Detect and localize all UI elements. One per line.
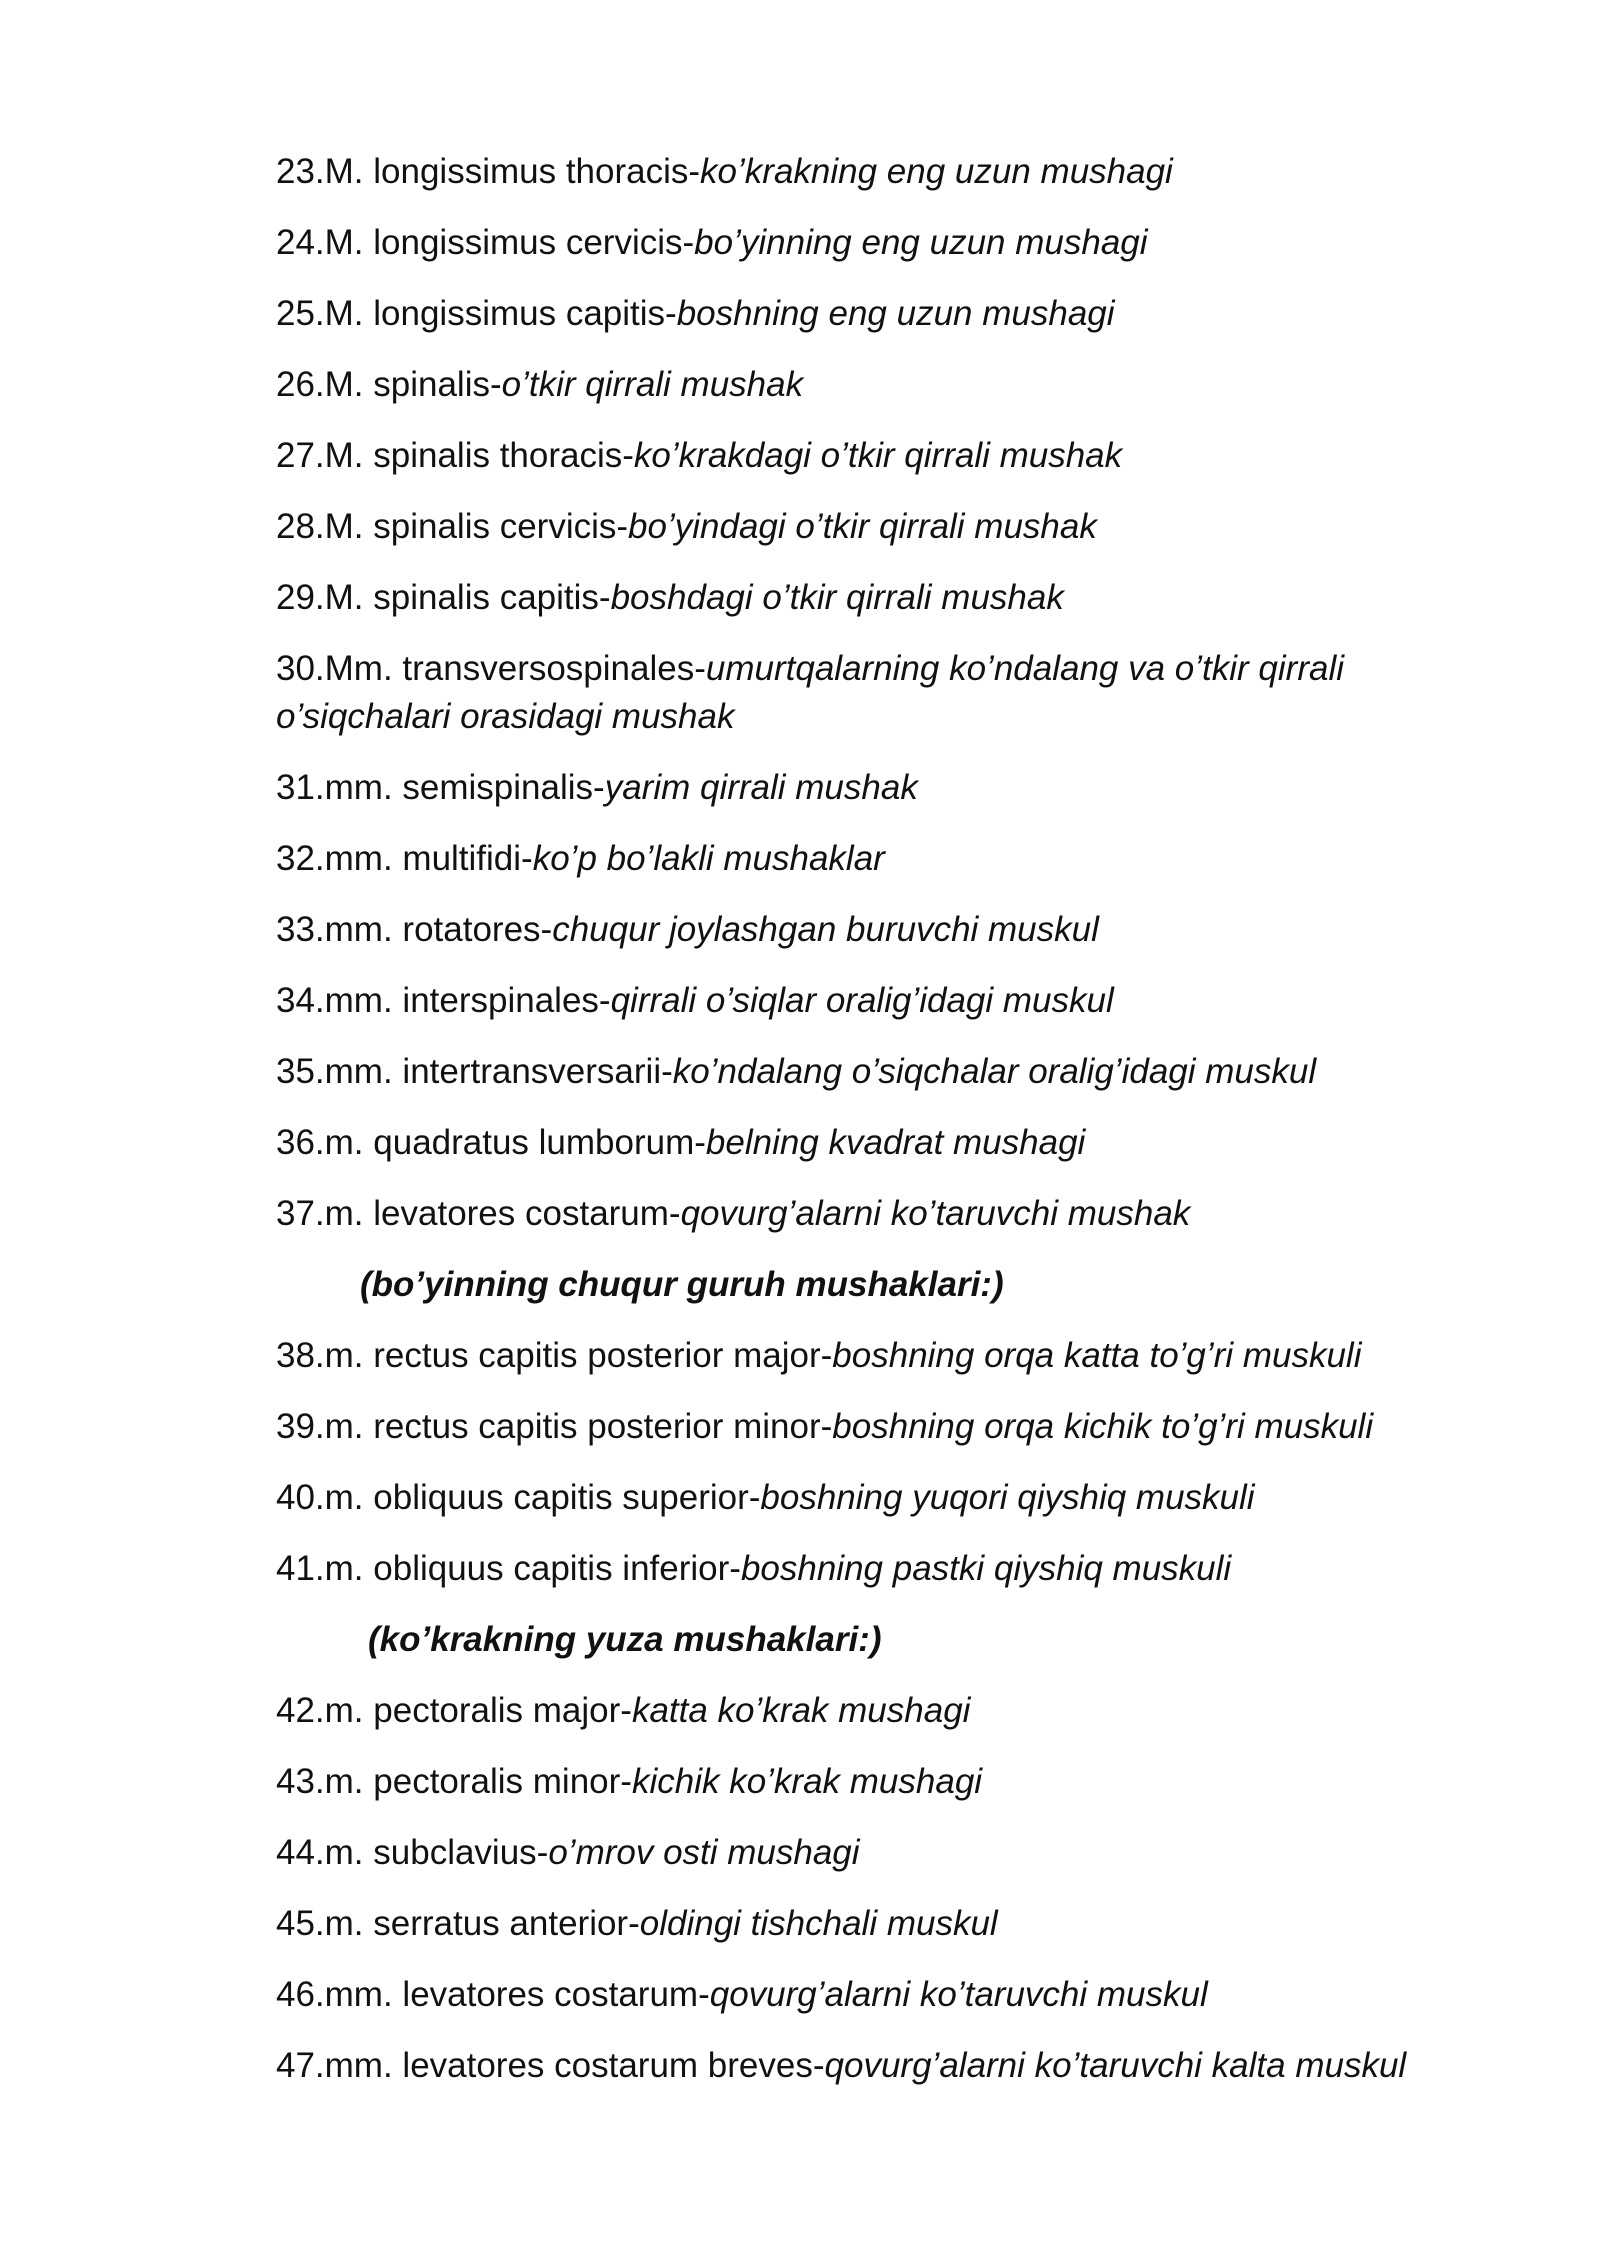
item-number: 31. <box>276 768 325 807</box>
list-item <box>276 1829 1456 1877</box>
latin-term: Mm. transversospinales- <box>324 649 706 688</box>
list-item <box>276 1687 1456 1735</box>
latin-term: m. subclavius- <box>324 1833 549 1872</box>
latin-term: M. spinalis cervicis- <box>324 507 629 546</box>
item-number: 36. <box>276 1123 325 1162</box>
uzbek-translation: ko’p bo’lakli mushaklar <box>532 839 885 878</box>
latin-term: mm. levatores costarum breves- <box>324 2046 825 2085</box>
uzbek-translation: katta ko’krak mushagi <box>631 1691 971 1730</box>
list-item <box>276 764 1456 812</box>
latin-term: mm. intertransversarii- <box>324 1052 673 1091</box>
latin-term: mm. multifidi- <box>324 839 533 878</box>
latin-term: mm. semispinalis- <box>324 768 605 807</box>
latin-term: m. pectoralis minor- <box>324 1762 632 1801</box>
item-number: 29. <box>276 578 325 617</box>
uzbek-translation: ko’krakning eng uzun mushagi <box>700 152 1173 191</box>
list-item <box>276 2042 1456 2090</box>
latin-term: m. levatores costarum- <box>324 1194 681 1233</box>
list-item <box>276 503 1456 551</box>
list-item <box>276 1971 1456 2019</box>
list-item <box>276 432 1456 480</box>
list-item <box>276 219 1456 267</box>
item-number: 44. <box>276 1833 325 1872</box>
uzbek-translation: kichik ko’krak mushagi <box>631 1762 983 1801</box>
document-body <box>276 148 1456 2113</box>
uzbek-translation: o’mrov osti mushagi <box>548 1833 860 1872</box>
list-item <box>276 1403 1456 1451</box>
uzbek-translation: boshning yuqori qiyshiq muskuli <box>760 1478 1255 1517</box>
uzbek-translation: boshning orqa kichik to’g’ri muskuli <box>832 1407 1374 1446</box>
latin-term: m. pectoralis major- <box>324 1691 632 1730</box>
item-number: 24. <box>276 223 325 262</box>
uzbek-translation: boshning orqa katta to’g’ri muskuli <box>832 1336 1362 1375</box>
item-number: 40. <box>276 1478 325 1517</box>
latin-term: mm. interspinales- <box>324 981 611 1020</box>
latin-term: m. rectus capitis posterior minor- <box>324 1407 833 1446</box>
uzbek-translation: ko’ndalang o’siqchalar oralig’idagi muskul <box>672 1052 1317 1091</box>
uzbek-translation: oldingi tishchali muskul <box>639 1904 998 1943</box>
list-item <box>276 148 1456 196</box>
list-item <box>276 906 1456 954</box>
list-item <box>276 1119 1456 1167</box>
section-heading: (bo’yinning chuqur guruh mushaklari:) <box>360 1265 1004 1304</box>
list-item <box>276 361 1456 409</box>
item-number: 38. <box>276 1336 325 1375</box>
latin-term: mm. rotatores- <box>324 910 553 949</box>
item-number: 41. <box>276 1549 325 1588</box>
list-item <box>276 1545 1456 1593</box>
item-number: 35. <box>276 1052 325 1091</box>
list-item <box>276 1900 1456 1948</box>
item-number: 39. <box>276 1407 325 1446</box>
latin-term: m. serratus anterior- <box>324 1904 640 1943</box>
uzbek-translation: qovurg’alarni ko’taruvchi muskul <box>709 1975 1208 2014</box>
uzbek-translation: bo’yindagi o’tkir qirrali mushak <box>628 507 1097 546</box>
uzbek-translation: qovurg’alarni ko’taruvchi kalta muskul <box>824 2046 1407 2085</box>
item-number: 25. <box>276 294 325 333</box>
uzbek-translation: boshning pastki qiyshiq muskuli <box>740 1549 1232 1588</box>
item-number: 32. <box>276 839 325 878</box>
latin-term: m. obliquus capitis superior- <box>324 1478 761 1517</box>
uzbek-translation: ko’krakdagi o’tkir qirrali mushak <box>633 436 1123 475</box>
uzbek-translation: yarim qirrali mushak <box>604 768 918 807</box>
section-heading: (ko’krakning yuza mushaklari:) <box>368 1620 882 1659</box>
item-number: 47. <box>276 2046 325 2085</box>
item-number: 37. <box>276 1194 325 1233</box>
item-number: 33. <box>276 910 325 949</box>
uzbek-translation: umurtqalarning ko’ndalang va o’tkir qirrali o’siqchalari orasidagi mushak <box>276 649 1344 736</box>
list-item <box>276 1758 1456 1806</box>
item-number: 45. <box>276 1904 325 1943</box>
item-number: 30. <box>276 649 325 688</box>
uzbek-translation: chuqur joylashgan buruvchi muskul <box>552 910 1099 949</box>
item-number: 46. <box>276 1975 325 2014</box>
list-item <box>276 835 1456 883</box>
uzbek-translation: boshning eng uzun mushagi <box>676 294 1115 333</box>
uzbek-translation: belning kvadrat mushagi <box>705 1123 1086 1162</box>
latin-term: m. quadratus lumborum- <box>324 1123 706 1162</box>
uzbek-translation: boshdagi o’tkir qirrali mushak <box>610 578 1064 617</box>
item-number: 28. <box>276 507 325 546</box>
latin-term: M. spinalis- <box>324 365 502 404</box>
latin-term: m. rectus capitis posterior major- <box>324 1336 833 1375</box>
list-item <box>276 1474 1456 1522</box>
latin-term: M. longissimus thoracis- <box>324 152 701 191</box>
list-item <box>276 1190 1456 1238</box>
list-item <box>276 574 1456 622</box>
item-number: 42. <box>276 1691 325 1730</box>
latin-term: m. obliquus capitis inferior- <box>324 1549 741 1588</box>
uzbek-translation: bo’yinning eng uzun mushagi <box>694 223 1148 262</box>
item-number: 26. <box>276 365 325 404</box>
list-item <box>276 290 1456 338</box>
list-item <box>276 1332 1456 1380</box>
latin-term: M. spinalis capitis- <box>324 578 611 617</box>
uzbek-translation: qirrali o’siqlar oralig’idagi muskul <box>610 981 1114 1020</box>
latin-term: M. spinalis thoracis- <box>324 436 634 475</box>
list-item <box>276 1048 1456 1096</box>
latin-term: mm. levatores costarum- <box>324 1975 710 2014</box>
list-item <box>276 977 1456 1025</box>
uzbek-translation: qovurg’alarni ko’taruvchi mushak <box>680 1194 1191 1233</box>
latin-term: M. longissimus cervicis- <box>324 223 695 262</box>
item-number: 34. <box>276 981 325 1020</box>
item-number: 23. <box>276 152 325 191</box>
item-number: 27. <box>276 436 325 475</box>
latin-term: M. longissimus capitis- <box>324 294 677 333</box>
uzbek-translation: o’tkir qirrali mushak <box>501 365 804 404</box>
item-number: 43. <box>276 1762 325 1801</box>
list-item <box>276 645 1456 741</box>
